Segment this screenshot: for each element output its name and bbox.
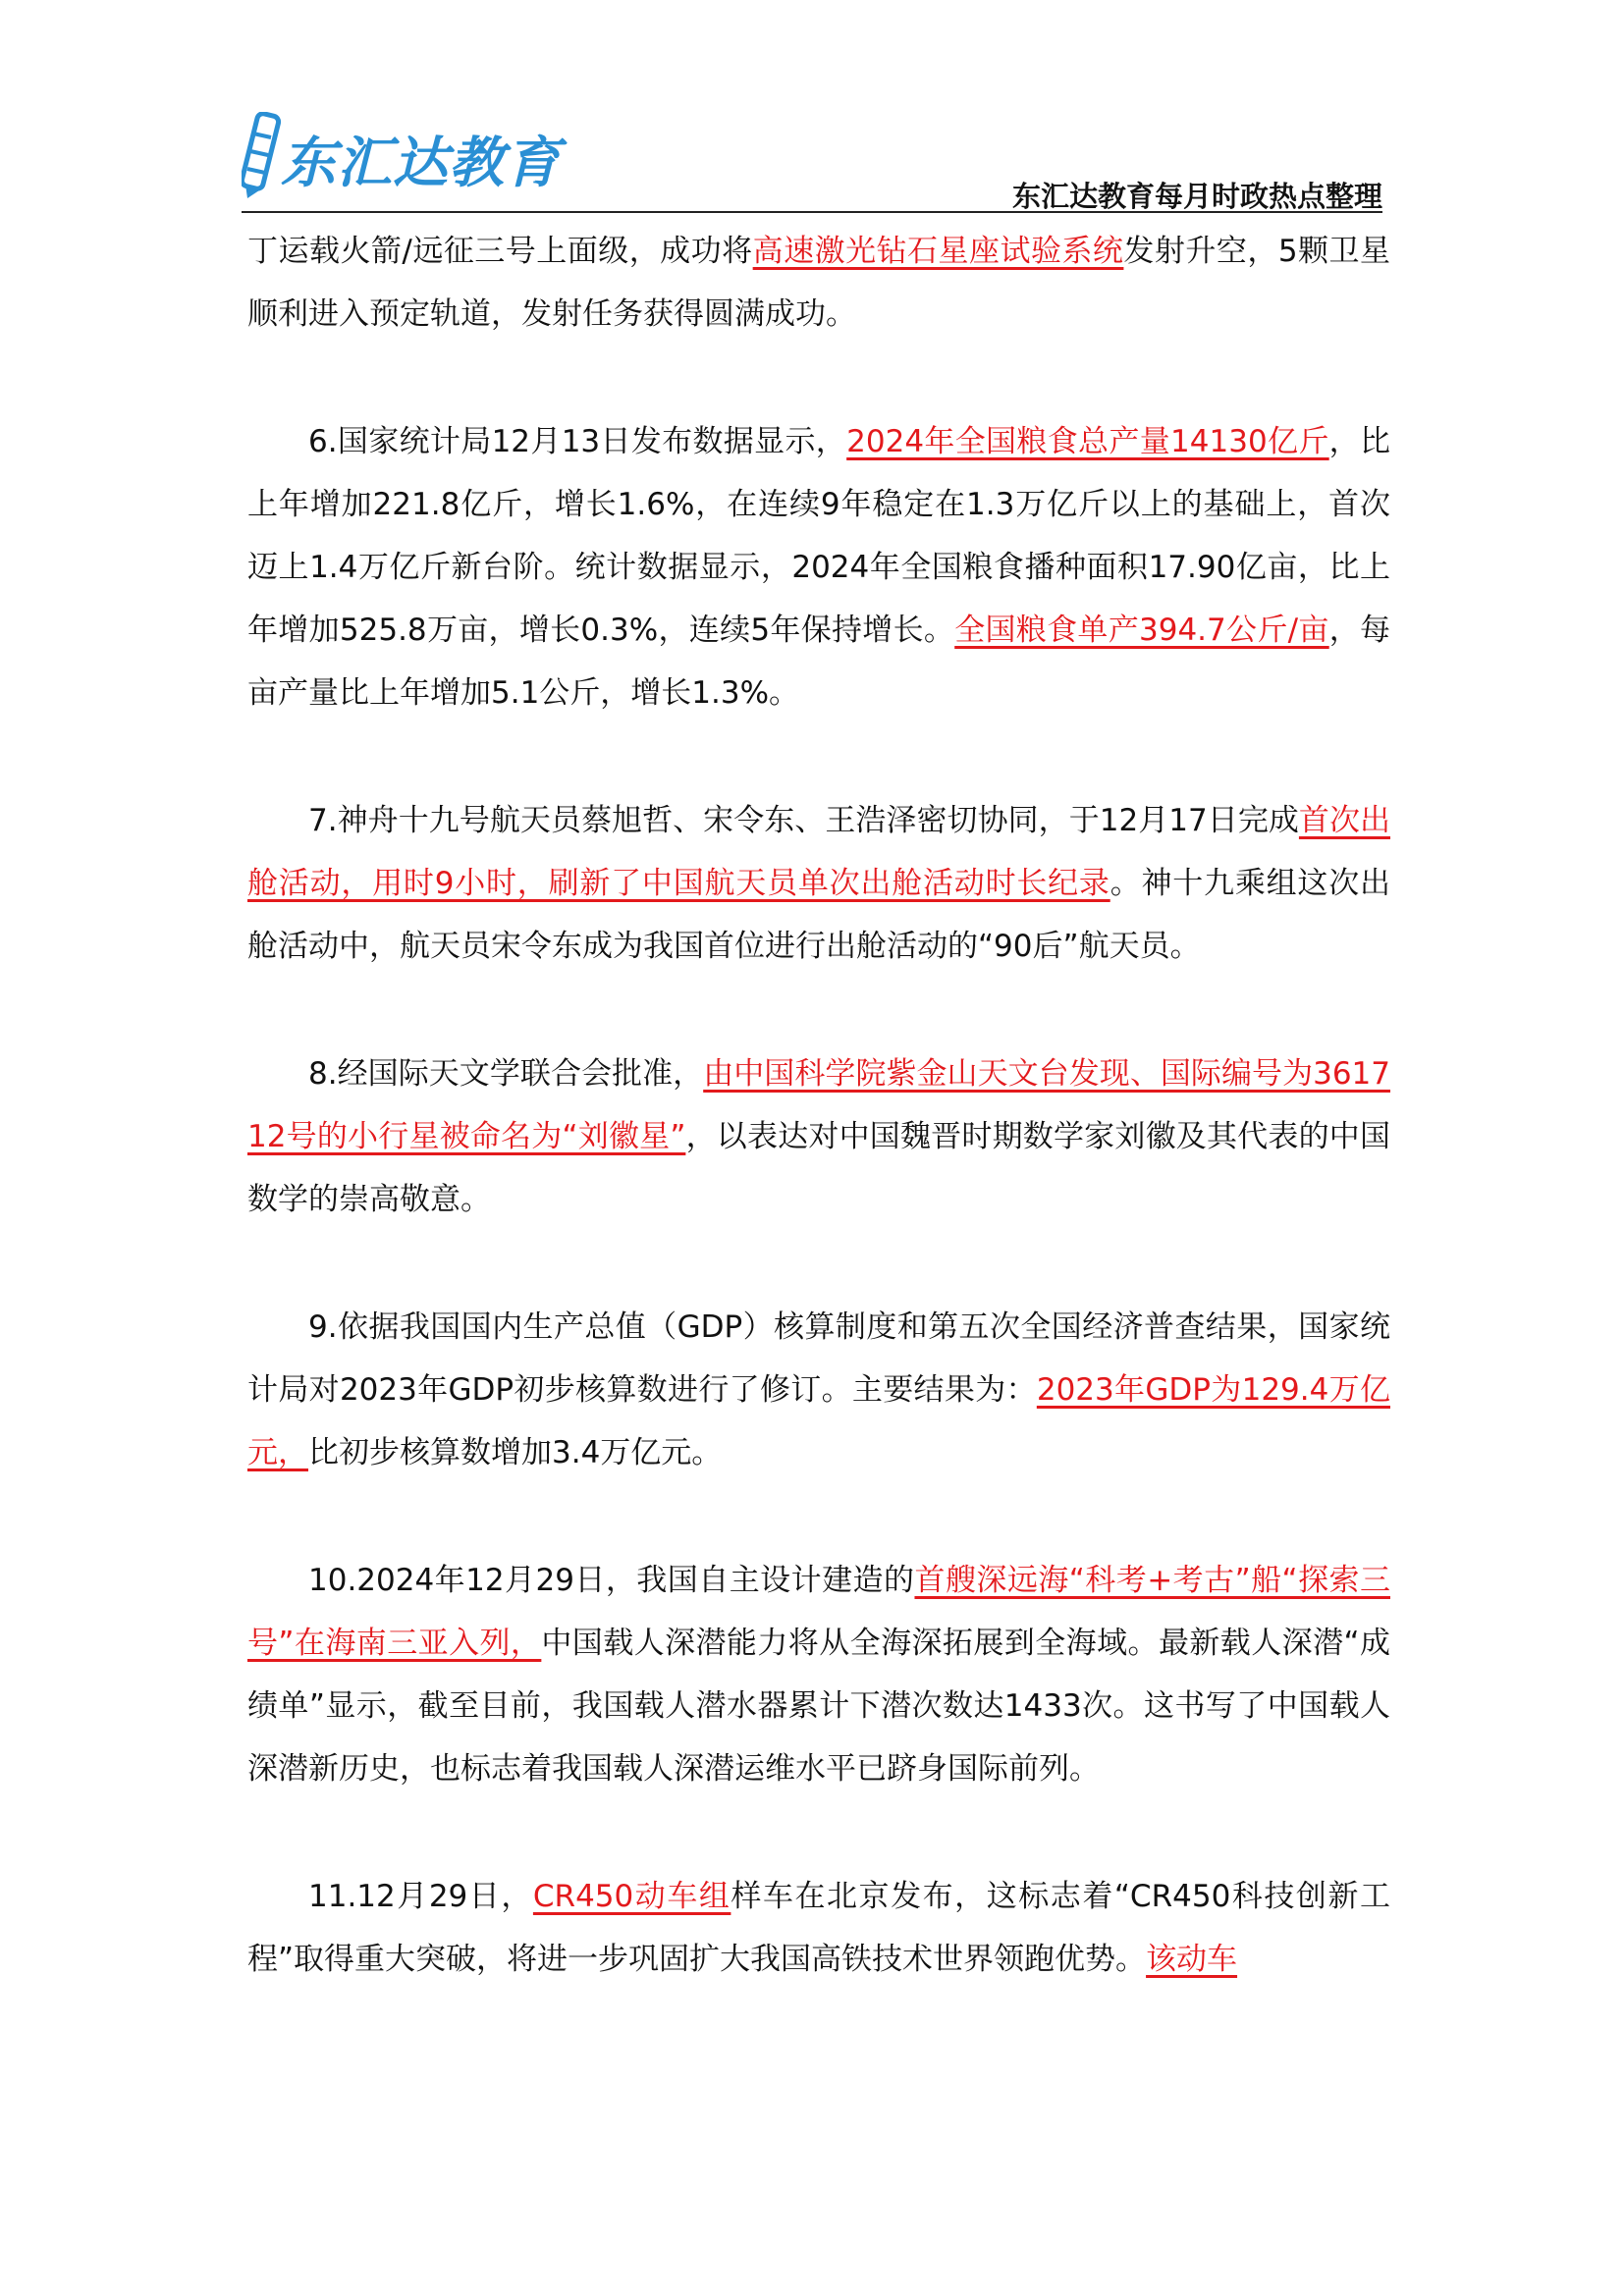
highlight-segment: CR450动车组 xyxy=(532,1879,731,1914)
text-segment: ，比上年增加221.8亿斤，增长1.6%，在连续9年稳定在1.3万亿斤以上的基础上，首次迈上1.4万亿斤新台阶。统计数据显示，2024年全国粮食播种面积17.90亿亩，比上年增加525.8万亩，增长0.3%，连续5年保持增长。 xyxy=(247,424,1391,648)
highlight-segment: 全国粮食单产394.7公斤/亩 xyxy=(954,613,1329,648)
text-segment: ，以表达对中国魏晋时期数学家刘徽及其代表的中国数学的崇高敬意。 xyxy=(247,1119,1390,1217)
highlight-segment: 由中国科学院紫金山天文台发现、国际编号为361712号的小行星被命名为“刘徽星” xyxy=(247,1056,1391,1154)
highlight-segment: 2023年GDP为129.4万亿元， xyxy=(247,1372,1390,1470)
highlight-segment: 该动车 xyxy=(1146,1942,1238,1977)
text-segment: 11.12月29日， xyxy=(308,1879,533,1914)
text-segment: 比初步核算数增加3.4万亿元。 xyxy=(308,1435,723,1470)
header-title: 东汇达教育每月时政热点整理 xyxy=(1011,180,1382,213)
highlight-segment: 首艘深远海“科考+考古”船“探索三号”在海南三亚入列， xyxy=(247,1563,1390,1661)
highlight-segment: 首次出舱活动，用时9小时，刷新了中国航天员单次出舱活动时长纪录 xyxy=(247,803,1391,901)
text-segment: 6.国家统计局12月13日发布数据显示， xyxy=(308,424,847,459)
text-segment: 中国载人深潜能力将从全海深拓展到全海域。最新载人深潜“成绩单”显示，截至目前，我国载人潜水器累计下潜次数达1433次。这书写了中国载人深潜新历史，也标志着我国载人深潜运维水平已跻身国际前列。 xyxy=(247,1626,1391,1787)
header-divider xyxy=(242,211,1382,213)
paragraph-7 xyxy=(247,789,1390,978)
paragraph-11 xyxy=(247,1865,1390,1991)
highlight-segment: 高速激光钻石星座试验系统 xyxy=(752,234,1124,269)
paragraph-5-continued xyxy=(247,220,1390,346)
text-segment: 8.经国际天文学联合会批准， xyxy=(308,1056,704,1092)
text-segment: 7.神舟十九号航天员蔡旭哲、宋令东、王浩泽密切协同，于12月17日完成 xyxy=(308,803,1299,838)
paragraph-8 xyxy=(247,1042,1390,1231)
paragraph-6 xyxy=(247,410,1390,724)
text-segment: 发射升空，5颗卫星顺利进入预定轨道，发射任务获得圆满成功。 xyxy=(247,234,1390,332)
paragraph-9 xyxy=(247,1296,1390,1484)
text-segment: ，每亩产量比上年增加5.1公斤，增长1.3%。 xyxy=(247,613,1390,711)
paragraph-10 xyxy=(247,1549,1390,1800)
text-segment: 。神十九乘组这次出舱活动中，航天员宋令东成为我国首位进行出舱活动的“90后”航天员。 xyxy=(247,866,1390,964)
text-segment: 10.2024年12月29日，我国自主设计建造的 xyxy=(308,1563,915,1598)
text-segment: 丁运载火箭/远征三号上面级，成功将 xyxy=(247,234,753,269)
highlight-segment: 2024年全国粮食总产量14130亿斤 xyxy=(846,424,1329,459)
logo-text: 东汇达教育 xyxy=(281,132,561,195)
document-body xyxy=(247,220,1390,2056)
text-segment: 9.依据我国国内生产总值（GDP）核算制度和第五次全国经济普查结果，国家统计局对2023年GDP初步核算数进行了修订。主要结果为： xyxy=(247,1309,1390,1408)
brand-logo xyxy=(242,106,595,200)
text-segment: 样车在北京发布，这标志着“CR450科技创新工程”取得重大突破，将进一步巩固扩大我国高铁技术世界领跑优势。 xyxy=(247,1879,1390,1977)
